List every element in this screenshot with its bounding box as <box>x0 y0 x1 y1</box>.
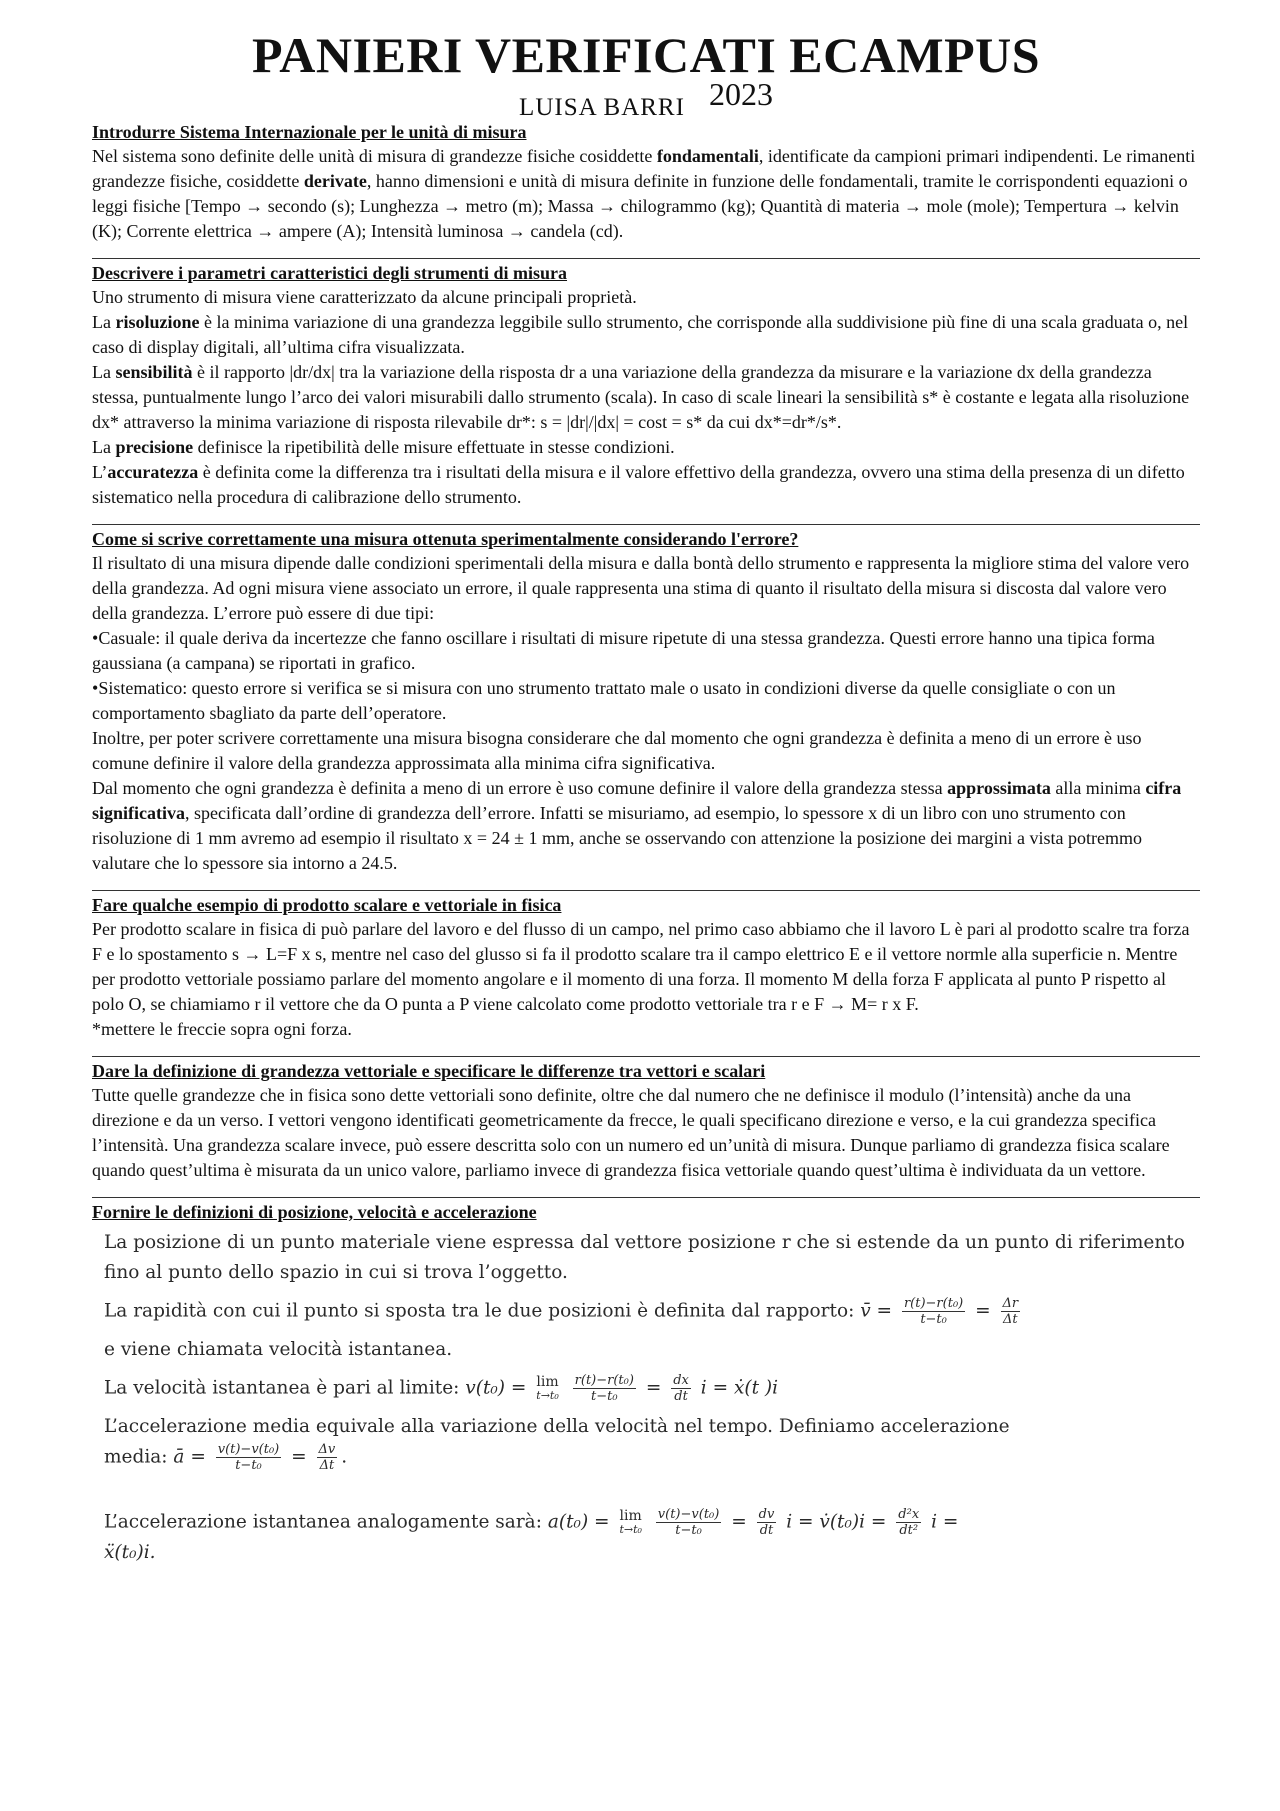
position-definition: La posizione di un punto materiale viene espressa dal vettore posizione r che si estende da un punto di riferimento fino al punto dello spazio in cui si trova l’oggetto. <box>104 1232 1185 1283</box>
limit: lim t→t₀ <box>536 1373 559 1402</box>
fraction: $\frac{\text{r(t)−r(t₀)}}{\text{t−t₀}}$ <box>903 1296 964 1327</box>
section-heading: Come si scrive correttamente una misura ottenuta sperimentalmente considerando l'errore? <box>92 529 799 549</box>
section-paragraph: Per prodotto scalare in fisica di può parlare del lavoro e del flusso di un campo, nel primo caso abbiamo che il lavoro L è pari al prodotto scalre tra forza F e lo spostamento s → L=F x s, mentre nel caso del glusso si fa il prodotto scalare tra il campo elettrico E e il vettore normle alla superficie n. Mentre per prodotto vettoriale possiamo parlare del momento angolare e il momento di una forza. Il momento M della forza F applicata al punto P rispetto al polo O, se chiamiamo r il vettore che da O punta a P viene calcolato come prodotto vettoriale tra r e F → M= r x F. <box>92 919 1190 1014</box>
subtitle-line <box>92 76 1200 121</box>
mean-acceleration-definition: L’accelerazione media equivale alla variazione della velocità nel tempo. Definiamo accelerazione media: ā = $\frac{\text{v(t)−v(t₀)}}{\text{t−t₀}}$ = $\frac{\Delta v}{\Delta t}$ . <box>104 1416 1010 1473</box>
section-divider <box>92 244 1200 259</box>
section-paragraph: Nel sistema sono definite delle unità di misura di grandezze fisiche cosiddette fondamentali, identificate da campioni primari indipendenti. Le rimanenti grandezze fisiche, cosiddette derivate, hanno dimensioni e unità di misura definite in funzione delle fondamentali, tramite le corrispondenti equazioni o leggi fisiche [Tempo → secondo (s); Lunghezza → metro (m); Massa → chilogrammo (kg); Quantità di materia → mole (mole); Tempertura → kelvin (K); Corrente elettrica → ampere (A); Intensità luminosa → candela (cd). <box>92 146 1196 241</box>
section-instrument-parameters <box>92 261 1200 525</box>
fraction: $\frac{\Delta v}{\Delta t}$ <box>318 1442 336 1473</box>
fraction: $\frac{dx}{dt}$ <box>673 1373 689 1404</box>
section-paragraph: La precisione definisce la ripetibilità delle misure effettuate in stesse condizioni. <box>92 437 675 457</box>
limit: lim t→t₀ <box>619 1507 642 1536</box>
document-title: PANIERI VERIFICATI ECAMPUS <box>251 27 1041 83</box>
bullet-item: • Sistematico: questo errore si verifica se si misura con uno strumento trattato male o usato in condizioni diverse da quelle consigliate o con un comportamento sbagliato da parte dell’operatore. <box>92 676 1200 726</box>
section-heading: Fornire le definizioni di posizione, velocità e accelerazione <box>92 1202 537 1222</box>
fraction: $\frac{\text{d²x}}{\text{dt²}}$ <box>898 1507 920 1538</box>
section-paragraph: L’accuratezza è definita come la differenza tra i risultati della misura e il valore effettivo della grandezza, ovvero una stima della presenza di un difetto sistematico nella procedura di calibrazione dello strumento. <box>92 462 1185 507</box>
fraction: $\frac{\Delta r}{\Delta t}$ <box>1002 1296 1019 1327</box>
section-paragraph: Uno strumento di misura viene caratterizzato da alcune principali proprietà. <box>92 287 637 307</box>
section-heading: Dare la definizione di grandezza vettoriale e specificare le differenze tra vettori e scalari <box>92 1061 766 1081</box>
section-vector-scalar <box>92 1059 1200 1198</box>
instant-velocity-definition: La velocità istantanea è pari al limite: v(t₀) = lim t→t₀ $\frac{\text{r(t)−r(t₀)}}{\text{t−t₀}}$ = $\frac{dx}{dt}$ i = ẋ(t )i <box>104 1373 779 1404</box>
section-measurement-error <box>92 527 1200 891</box>
fraction: $\frac{\text{v(t)−v(t₀)}}{\text{t−t₀}}$ <box>657 1507 720 1538</box>
section-heading: Descrivere i parametri caratteristici degli strumenti di misura <box>92 263 568 283</box>
instant-acceleration-definition: L’accelerazione istantanea analogamente sarà: a(t₀) = lim t→t₀ $\frac{\text{v(t)−v(t₀)}}{\text{t−t₀}}$ = $\frac{dv}{dt}$ i = v̇(t₀)i = $\frac{\text{d²x}}{\text{dt²}}$ i = ẍ(t₀)i. <box>104 1507 959 1563</box>
section-divider <box>92 1183 1200 1198</box>
section-heading: Fare qualche esempio di prodotto scalare e vettoriale in fisica <box>92 895 562 915</box>
section-paragraph: La risoluzione è la minima variazione di una grandezza leggibile sullo strumento, che corrisponde alla suddivisione più fine di una scala graduata o, nel caso di display digitali, all’ultima cifra visualizzata. <box>92 312 1189 357</box>
document-page <box>92 28 1200 1576</box>
section-paragraph: Dal momento che ogni grandezza è definita a meno di un errore è uso comune definire il valore della grandezza stessa approssimata alla minima cifra significativa, specificata dall’ordine di grandezza dell’errore. Infatti se misuriamo, ad esempio, lo spessore x di un libro con uno strumento con risoluzione di 1 mm avremo ad esempio il risultato x = 24 ± 1 mm, anche se osservando con attenzione la posizione dei margini a vista potremmo valutare che lo spessore sia intorno a 24.5. <box>92 778 1182 873</box>
section-dot-cross-product <box>92 893 1200 1057</box>
section-si-units <box>92 120 1200 259</box>
pasted-formula-image <box>104 1228 1200 1568</box>
section-note: *mettere le freccie sopra ogni forza. <box>92 1019 352 1039</box>
velocity-note: e viene chiamata velocità istantanea. <box>104 1339 453 1360</box>
section-kinematics <box>92 1200 1200 1568</box>
section-divider <box>92 1042 1200 1057</box>
section-paragraph: Inoltre, per poter scrivere correttamente una misura bisogna considerare che dal momento che ogni grandezza è definita a meno di un errore è uso comune definire il valore della grandezza approssimata alla minima cifra significativa. <box>92 728 1142 773</box>
fraction: $\frac{\text{v(t)−v(t₀)}}{\text{t−t₀}}$ <box>217 1442 280 1473</box>
document-year: 2023 <box>708 76 773 112</box>
bullet-item: • Casuale: il quale deriva da incertezze che fanno oscillare i risultati di misure ripetute di una stessa grandezza. Questi errore hanno una tipica forma gaussiana (a campana) se riportati in grafico. <box>92 626 1200 676</box>
fraction: $\frac{dv}{dt}$ <box>758 1507 775 1538</box>
fraction: $\frac{\text{r(t)−r(t₀)}}{\text{t−t₀}}$ <box>574 1373 634 1404</box>
section-divider <box>92 876 1200 891</box>
section-divider <box>92 510 1200 525</box>
section-heading: Introdurre Sistema Internazionale per le unità di misura <box>92 122 527 142</box>
mean-velocity-definition: La rapidità con cui il punto si sposta tra le due posizioni è definita dal rapporto: v̄ = $\frac{\text{r(t)−r(t₀)}}{\text{t−t₀}}$ = $\frac{\Delta r}{\Delta t}$ <box>104 1296 1019 1327</box>
author-name: LUISA BARRI <box>519 94 685 121</box>
section-paragraph: La sensibilità è il rapporto |dr/dx| tra la variazione della risposta dr a una variazione della grandezza da misurare e la variazione dx della grandezza stessa, puntualmente lungo l’arco dei valori misurabili dallo strumento (scala). In caso di scale lineari la sensibilità s* è costante e legata alla risoluzione dx* attraverso la minima variazione di risposta rilevabile dr*: s = |dr|/|dx| = cost = s* da cui dx*=dr*/s*. <box>92 362 1190 432</box>
section-paragraph: Tutte quelle grandezze che in fisica sono dette vettoriali sono definite, oltre che dal numero che ne definisce il modulo (l’intensità) anche da una direzione e da un verso. I vettori vengono identificati geometricamente da frecce, le quali specificano direzione e verso, e la cui grandezza specifica l’intensità. Una grandezza scalare invece, può essere descritta solo con un numero ed un’unità di misura. Dunque parliamo di grandezza fisica scalare quando quest’ultima è misurata da un unico valore, parliamo invece di grandezza fisica vettoriale quando quest’ultima è individuata da un vettore. <box>92 1085 1170 1180</box>
section-paragraph: Il risultato di una misura dipende dalle condizioni sperimentali della misura e dalla bontà dello strumento e rappresenta la migliore stima del valore vero della grandezza. Ad ogni misura viene associato un errore, il quale rappresenta una stima di quanto il risultato della misura si discosta dal valore vero della grandezza. L’errore può essere di due tipi: <box>92 553 1190 623</box>
